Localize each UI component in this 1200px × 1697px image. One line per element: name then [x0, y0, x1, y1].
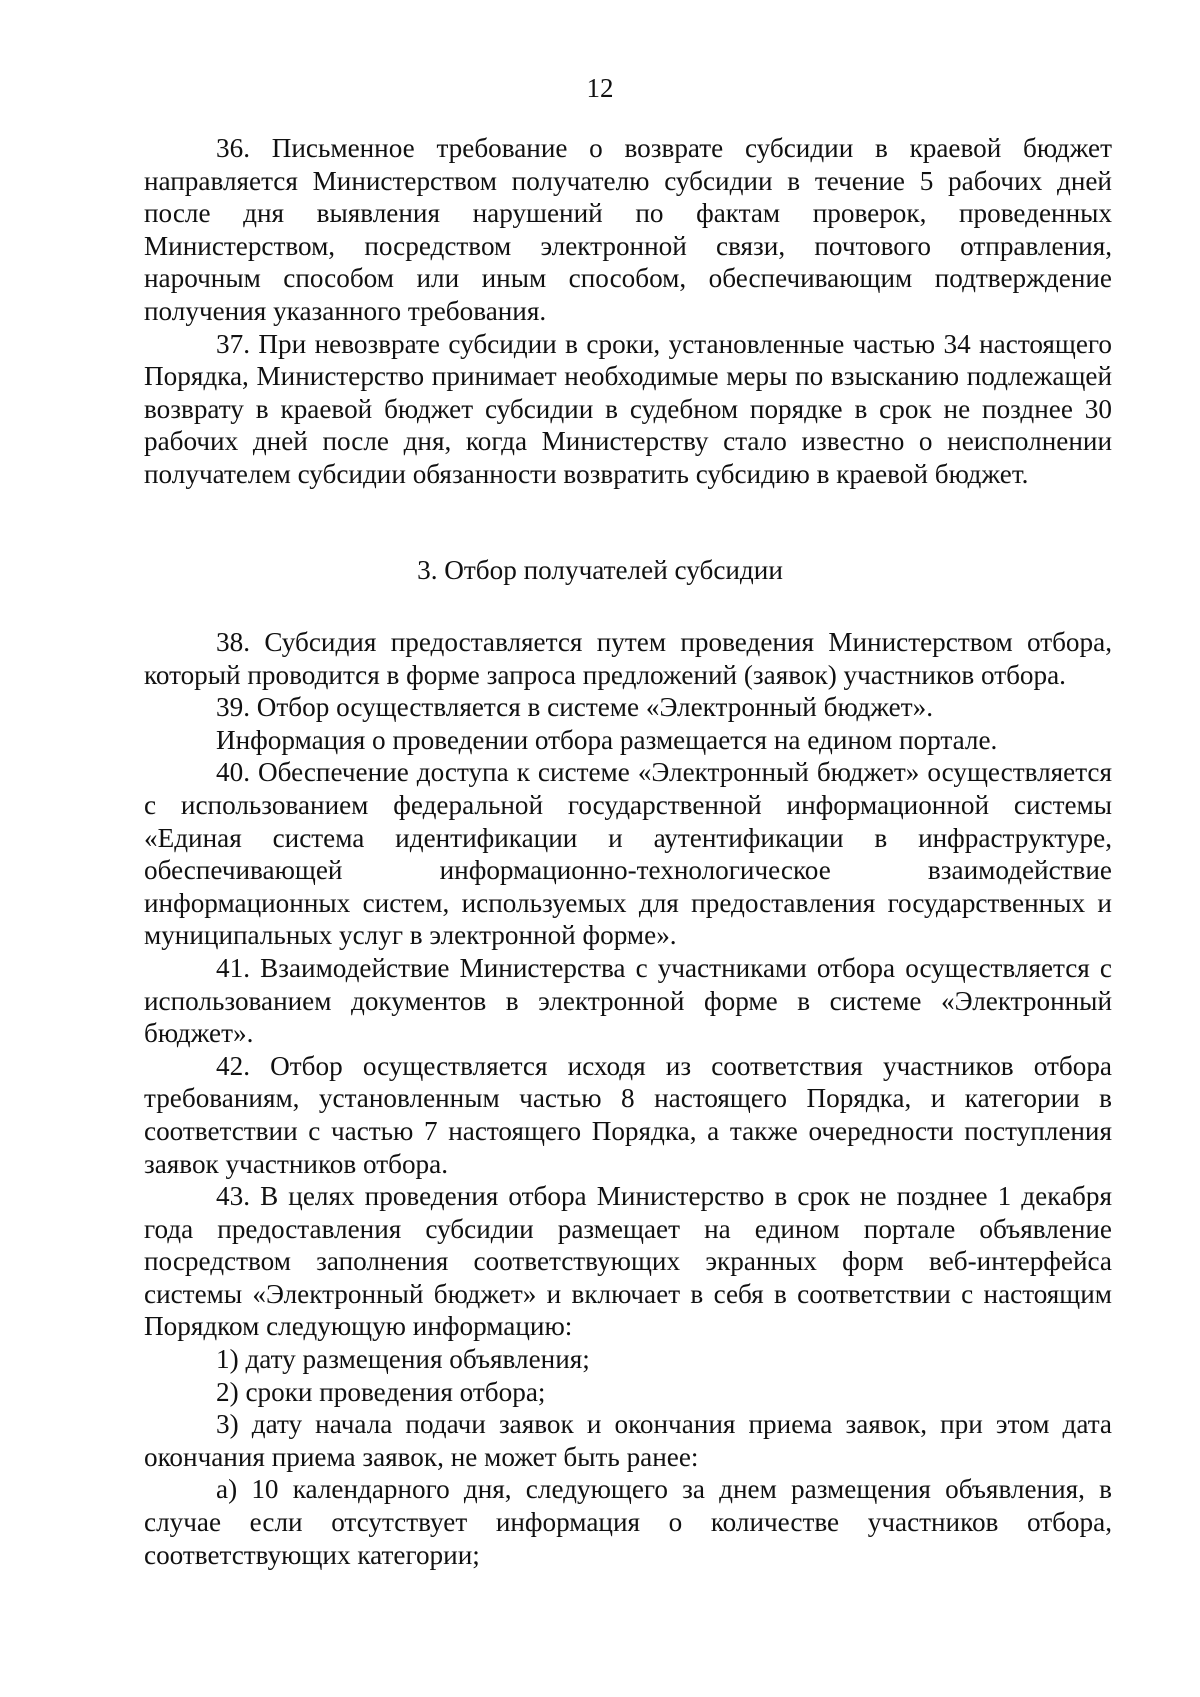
paragraph-39: 39. Отбор осуществляется в системе «Электронный бюджет». [216, 692, 933, 723]
list-item-3a: а) 10 календарного дня, следующего за днем размещения объявления, в случае если отсутствует информация о количестве участников отбора, соответствующих категории; [144, 1474, 1112, 1570]
section-heading: 3. Отбор получателей субсидии [417, 555, 783, 585]
paragraph-36: 36. Письменное требование о возврате субсидии в краевой бюджет направляется Министерством получателю субсидии в течение 5 рабочих дней после дня выявления нарушений по фактам проверок, проведенных Министерством, посредством электронной связи, почтового отправления, нарочным способом или иным способом, обеспечивающим подтверждение получения указанного требования. [144, 133, 1112, 326]
list-item-3: 3) дату начала подачи заявок и окончания приема заявок, при этом дата окончания приема заявок, не может быть ранее: [144, 1409, 1112, 1472]
page-number: 12 [586, 73, 614, 103]
body-text-top [144, 132, 1112, 491]
body-text-bottom [144, 626, 1112, 1571]
paragraph-40: 40. Обеспечение доступа к системе «Электронный бюджет» осуществляется с использованием федеральной государственной информационной системы «Единая система идентификации и аутентификации в инфраструктуре, обеспечивающей информационно-технологическое взаимодействие информационных систем, используемых для предоставления государственных и муниципальных услуг в электронной форме». [144, 757, 1112, 951]
paragraph-43: 43. В целях проведения отбора Министерство в срок не позднее 1 декабря года предоставления субсидии размещает на едином портале объявление посредством заполнения соответствующих экранных форм веб-интерфейса системы «Электронный бюджет» и включает в себя в соответствии с настоящим Порядком следующую информацию: [144, 1181, 1112, 1342]
paragraph-38: 38. Субсидия предоставляется путем проведения Министерством отбора, который проводится в форме запроса предложений (заявок) участников отбора. [144, 627, 1112, 690]
paragraph-39-info: Информация о проведении отбора размещается на едином портале. [216, 724, 998, 755]
list-item-2: 2) сроки проведения отбора; [216, 1376, 546, 1407]
paragraph-37: 37. При невозврате субсидии в сроки, установленные частью 34 настоящего Порядка, Министерство принимает необходимые меры по взысканию подлежащей возврату в краевой бюджет субсидии в судебном порядке в срок не позднее 30 рабочих дней после дня, когда Министерству стало известно о неисполнении получателем субсидии обязанности возвратить субсидию в краевой бюджет. [144, 328, 1112, 489]
paragraph-41: 41. Взаимодействие Министерства с участниками отбора осуществляется с использованием документов в электронной форме в системе «Электронный бюджет». [144, 952, 1112, 1049]
paragraph-42: 42. Отбор осуществляется исходя из соответствия участников отбора требованиям, установленным частью 8 настоящего Порядка, и категории в соответствии с частью 7 настоящего Порядка, а также очередности поступления заявок участников отбора. [144, 1050, 1112, 1179]
list-item-1: 1) дату размещения объявления; [216, 1344, 590, 1375]
